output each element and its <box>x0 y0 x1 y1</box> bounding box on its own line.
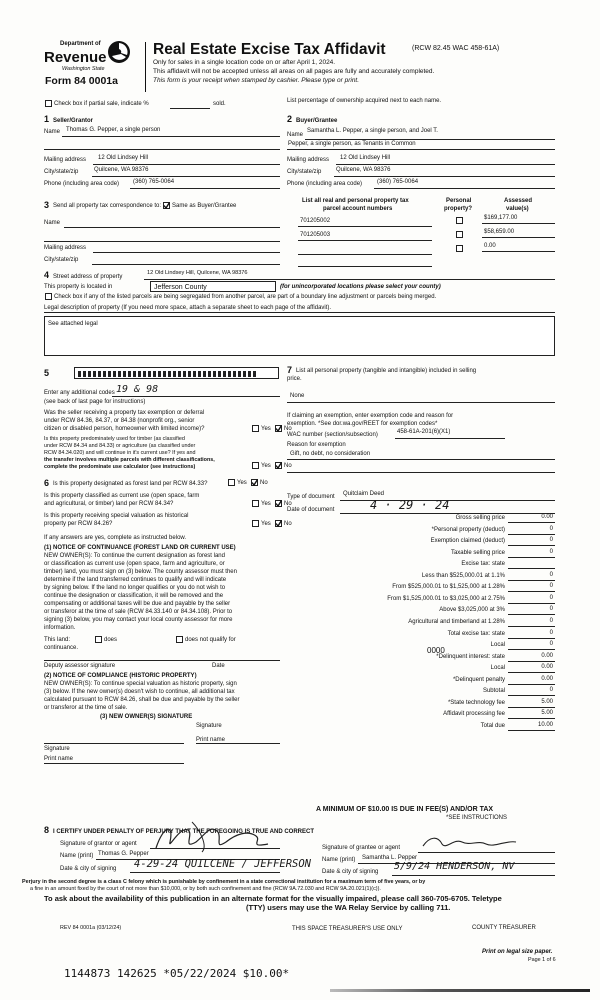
notice-1-line: compensating or additional taxes will be due and payable by the seller <box>44 601 231 607</box>
notice-continuance-heading: (1) NOTICE OF CONTINUANCE (FOREST LAND OR CURRENT USE) <box>44 545 236 551</box>
section-4-number: 4 <box>44 270 50 280</box>
county-select[interactable] <box>150 281 276 292</box>
wac-field[interactable]: 458-61A-201(6)(X1) <box>397 429 451 435</box>
sec7-text-2: price. <box>287 376 302 382</box>
calc-value-line <box>508 603 555 604</box>
calc-value-line <box>508 557 555 558</box>
state-label: Washington State <box>62 66 105 72</box>
notice-1-line: by signing below. If the land no longer qualifies or you do not wish to <box>44 585 226 591</box>
segregation-label: Check box if any of the listed parcels are being segregated from another parcel, are part of a boundary line adjustment or parcels being merged. <box>54 294 437 300</box>
q2-line-4: the transfer involves multiple parcels with different classifications, <box>44 457 215 463</box>
section-1-number: 1 <box>44 114 50 124</box>
calc-value[interactable]: 0 <box>549 687 553 694</box>
calc-label: Total due <box>480 722 505 729</box>
location-code-select[interactable] <box>74 367 279 379</box>
forest-no-checkbox[interactable] <box>251 479 258 486</box>
legal-description-label: Legal description of property (If you need more space, attach a separate sheet to each page of the affidavit). <box>44 305 332 311</box>
sec6-q1: Is this property designated as forest land per RCW 84.33? <box>53 481 208 487</box>
q2-yes-checkbox[interactable] <box>252 462 259 469</box>
seller-city-field[interactable]: Quilcene, WA 98376 <box>94 167 149 173</box>
calc-value[interactable]: 5.00 <box>541 698 553 705</box>
forest-no-label: No <box>260 480 268 486</box>
header-line-2: This affidavit will not be accepted unless all areas on all pages are fully and accurately completed. <box>153 68 435 75</box>
section-2-number: 2 <box>287 114 293 124</box>
calc-value-line <box>508 614 555 615</box>
exemption-text-1: If claiming an exemption, enter exemption code and reason for <box>287 413 454 419</box>
calc-value[interactable]: 0 <box>549 583 553 590</box>
historic-yes-label: Yes <box>261 521 271 527</box>
doc-type-field[interactable]: Quitclaim Deed <box>343 491 385 497</box>
current-use-no-label: No <box>284 501 292 507</box>
certify-statement: I CERTIFY UNDER PENALTY OF PERJURY THAT THE FOREGOING IS TRUE AND CORRECT <box>53 829 315 835</box>
redacted-code-scribble <box>78 371 258 377</box>
calc-value[interactable]: 0 <box>549 606 553 613</box>
sec3-address-label: Mailing address <box>44 245 87 251</box>
calc-value[interactable]: 0 <box>549 548 553 555</box>
q1-yes-checkbox[interactable] <box>252 425 259 432</box>
grantor-date-field[interactable]: 4-29-24 QUILCENE / JEFFERSON <box>134 858 312 870</box>
assessed-value-3[interactable]: 0.00 <box>484 243 496 249</box>
grantor-date-label: Date & city of signing <box>60 866 117 872</box>
check-icon <box>275 462 282 469</box>
partial-sale-label: Check box if partial sale, indicate % <box>54 101 149 107</box>
header-line-1: Only for sales in a single location code on or after April 1, 2024. <box>153 59 336 66</box>
county-treasurer-label: COUNTY TREASURER <box>472 925 536 931</box>
reason-label: Reason for exemption <box>287 442 346 448</box>
calc-value[interactable]: 0 <box>549 617 553 624</box>
accessibility-notice: To ask about the availability of this publication in an alternate format for the visually impaired, please call 360-705-6705. Teletype <box>44 894 502 903</box>
seller-name-field[interactable]: Thomas G. Pepper, a single person <box>66 127 161 133</box>
owner-print-label-2: Print name <box>196 737 226 743</box>
calc-value-line <box>508 568 555 569</box>
buyer-city-label: City/state/zip <box>287 169 322 175</box>
section-7-number: 7 <box>287 365 293 375</box>
notice-1-line: NEW OWNER(S): To continue the current designation as forest land <box>44 553 225 559</box>
parcel-number-2[interactable]: 701205003 <box>300 232 331 238</box>
calc-label: Affidavit processing fee <box>443 711 505 718</box>
forest-yes-checkbox[interactable] <box>228 479 235 486</box>
q1-yes-label: Yes <box>261 426 271 432</box>
sec6-q3-line-2: property per RCW 84.26? <box>44 521 113 527</box>
sec6-q2-line-1: Is this property classified as current use (open space, farm <box>44 493 200 499</box>
revision-label: REV 84 0001a (03/12/24) <box>60 925 122 931</box>
buyer-name-label: Name <box>287 132 304 138</box>
calc-value[interactable]: 0 <box>549 629 553 636</box>
parcel-header-3: Assessed <box>504 198 533 204</box>
forest-yes-label: Yes <box>237 480 247 486</box>
exemption-text-2: exemption. *See dor.wa.gov/REET for exemption codes* <box>287 421 438 427</box>
calc-label: *Delinquent interest: state <box>436 653 505 660</box>
personal-property-checkbox-1[interactable] <box>456 217 463 224</box>
does-not-qualify-checkbox[interactable] <box>176 636 183 643</box>
historic-no-label: No <box>284 521 292 527</box>
cashier-stamp: 1144873 142625 *05/22/2024 $10.00* <box>64 967 290 980</box>
notice-2-line: calculated pursuant to RCW 84.26, shall be due and payable by the seller <box>44 697 240 703</box>
calc-value-line <box>508 684 555 685</box>
q1-line-3: citizen or disabled person, homeowner with limited income)? <box>44 426 205 432</box>
notice-1-line: timber) land, you must sign on (3) below. The county assessor must then <box>44 569 237 575</box>
calc-label: *Delinquent penalty <box>452 676 505 683</box>
notice-compliance-heading: (2) NOTICE OF COMPLIANCE (HISTORIC PROPERTY) <box>44 673 197 679</box>
calc-label: Exemption claimed (deduct) <box>430 538 505 545</box>
perjury-notice: Perjury in the second degree is a class C felony which is punishable by confinement in a state correctional institution for a maximum term of five years, or by <box>22 879 426 885</box>
seller-name-label: Name <box>44 129 61 135</box>
calc-label: From $1,525,000.01 to $3,025,000 at 2.75% <box>387 595 505 602</box>
calc-value[interactable]: 10.00 <box>537 721 553 728</box>
q2-line-1: Is this property predominately used for timber (as classified <box>44 436 185 442</box>
calc-value-line <box>508 545 555 546</box>
minimum-due-note: A MINIMUM OF $10.00 IS DUE IN FEE(S) AND/OR TAX <box>316 806 494 813</box>
located-in-label: This property is located in <box>44 284 113 290</box>
does-qualify-checkbox[interactable] <box>95 636 102 643</box>
calc-value[interactable]: 0.00 <box>541 652 553 659</box>
calc-label: Less than $525,000.01 at 1.1% <box>421 572 505 579</box>
parcel-header-1: List all real and personal property tax <box>302 198 409 204</box>
segregation-checkbox[interactable] <box>45 293 52 300</box>
calc-label: Local <box>490 665 505 672</box>
calc-value-line <box>508 649 555 650</box>
notice-2-line: NEW OWNER(S): To continue special valuation as historic property, sign <box>44 681 237 687</box>
calc-label: Excise tax: state <box>461 561 505 568</box>
sec6-note: If any answers are yes, complete as instructed below. <box>44 535 187 541</box>
historic-yes-checkbox[interactable] <box>252 520 259 527</box>
does-not-qualify-label: does not qualify for <box>185 637 236 643</box>
dor-logo-icon <box>107 40 131 64</box>
section-8-number: 8 <box>44 825 50 835</box>
additional-codes-label: Enter any additional codes <box>44 390 115 396</box>
doc-date-label: Date of document <box>287 507 335 513</box>
calc-value[interactable]: 0 <box>549 594 553 601</box>
calc-label: Total excise tax: state <box>447 630 505 637</box>
parcel-number-1[interactable]: 701205002 <box>300 218 331 224</box>
buyer-address-field[interactable]: 12 Old Lindsey Hill <box>340 155 391 161</box>
current-use-no-checkbox[interactable] <box>275 500 282 507</box>
check-icon <box>275 500 282 507</box>
deputy-signature-label: Deputy assessor signature <box>44 663 116 669</box>
parcel-header-3b: value(s) <box>506 206 529 212</box>
seller-phone-field[interactable]: (360) 765-0064 <box>133 179 175 185</box>
q2-line-5: complete the predominate use calculator (see instructions) <box>44 464 196 470</box>
grantee-signature-icon[interactable] <box>420 834 520 852</box>
local-code-field[interactable]: 0000 <box>427 646 445 655</box>
street-address-label: Street address of property <box>53 274 123 280</box>
calc-value-line <box>508 522 555 523</box>
street-address-field[interactable]: 12 Old Lindsey Hill, Quilcene, WA 98376 <box>147 270 248 276</box>
personal-property-checkbox-3[interactable] <box>456 245 463 252</box>
q2-no-label: No <box>284 463 292 469</box>
notice-1-line: information. <box>44 625 76 631</box>
calc-value-line <box>508 534 555 535</box>
seller-address-field[interactable]: 12 Old Lindsey Hill <box>98 155 149 161</box>
owner-signature-label: Signature <box>44 746 70 752</box>
sec6-q3-line-1: Is this property receiving special valuation as historical <box>44 513 189 519</box>
calc-value[interactable]: 0.00 <box>541 675 553 682</box>
section-3-text: Send all property tax correspondence to: <box>53 203 162 209</box>
q1-no-label: No <box>284 426 292 432</box>
owner-signature-label-2: Signature <box>196 723 222 729</box>
check-icon <box>163 202 170 209</box>
calc-value[interactable]: 0.00 <box>541 514 553 520</box>
q1-line-2: under RCW 84.36, 84.37, or 84.38 (nonprofit org., senior <box>44 418 195 424</box>
legal-paper-note: Print on legal size paper. <box>482 949 553 955</box>
calc-value-line <box>508 661 555 662</box>
calc-value[interactable]: 5.00 <box>541 710 553 717</box>
doc-type-label: Type of document <box>287 494 335 500</box>
notice-1-line: or classification as current use (open space, farm and agriculture, or <box>44 561 225 567</box>
calc-value-line <box>508 591 555 592</box>
list-percentage-note: List percentage of ownership acquired next to each name. <box>287 98 442 104</box>
grantor-name-field[interactable]: Thomas G. Pepper <box>98 851 149 857</box>
county-note: (for unincorporated locations please select your county) <box>280 284 441 290</box>
buyer-city-field[interactable]: Quilcene, WA 98376 <box>336 167 391 173</box>
this-land-label: This land: <box>44 637 71 643</box>
partial-sale-checkbox[interactable] <box>45 100 52 107</box>
continuance-label: continuance. <box>44 645 79 651</box>
seller-phone-label: Phone (including area code) <box>44 181 120 187</box>
notice-1-line: determine if the land transferred continues to qualify and will indicate <box>44 577 227 583</box>
sec3-name-label: Name <box>44 220 61 226</box>
grantor-name-label: Name (print) <box>60 853 94 859</box>
grantee-date-field[interactable]: 5/9/24 HENDERSON, NV <box>394 861 515 872</box>
header-divider <box>145 42 146 92</box>
additional-codes-field[interactable]: 19 & 98 <box>116 384 159 395</box>
parcel-header-1b: parcel account numbers <box>323 206 393 212</box>
calc-value[interactable]: 0 <box>549 537 553 544</box>
calc-value-line <box>508 718 555 719</box>
calc-value[interactable]: 0 <box>549 525 553 532</box>
calc-label: Local <box>490 642 505 649</box>
q2-line-2: under RCW 84.34 and 84.33) or agriculture (as classified under <box>44 443 196 449</box>
header-line-3: This form is your receipt when stamped by cashier. Please type or print. <box>153 77 360 84</box>
calc-value-line <box>508 695 555 696</box>
calc-value[interactable]: 0 <box>549 641 553 648</box>
calc-label: Subtotal <box>482 688 505 695</box>
notice-2-line: or transferor at the time of sale. <box>44 705 128 711</box>
legal-description-text: See attached legal <box>48 321 98 327</box>
grantee-name-label: Name (print) <box>322 857 356 863</box>
notice-1-line: signing (3) below, you may contact your local county assessor for more <box>44 617 233 623</box>
current-use-yes-label: Yes <box>261 501 271 507</box>
check-icon <box>275 425 282 432</box>
form-number: Form 84 0001a <box>45 75 118 87</box>
calc-label: Taxable selling price <box>450 549 505 556</box>
calc-label: *State technology fee <box>447 699 505 706</box>
calc-value[interactable]: 0.00 <box>541 664 553 671</box>
calc-label: Gross selling price <box>455 515 505 521</box>
see-instructions-label: *SEE INSTRUCTIONS <box>446 815 508 821</box>
seller-city-label: City/state/zip <box>44 169 79 175</box>
q1-line-1: Was the seller receiving a property tax exemption or deferral <box>44 410 205 416</box>
calc-label: *Personal property (deduct) <box>431 526 505 533</box>
seller-heading: Seller/Grantor <box>53 118 94 124</box>
new-owner-signature-heading: (3) NEW OWNER(S) SIGNATURE <box>100 714 193 720</box>
page-title: Real Estate Excise Tax Affidavit <box>153 41 386 58</box>
calc-label: From $525,000.01 to $1,525,000 at 1.28% <box>392 584 505 591</box>
notice-1-line: continue the designation or classification, it will be removed and the <box>44 593 224 599</box>
section-3-number: 3 <box>44 200 50 210</box>
current-use-yes-checkbox[interactable] <box>252 500 259 507</box>
calc-label: Above $3,025,000 at 3% <box>439 607 505 614</box>
doc-date-field[interactable]: 4 · 29 · 24 <box>370 498 450 512</box>
see-instructions-note: (see back of last page for instructions) <box>44 399 146 405</box>
assessed-value-1[interactable]: $169,177.00 <box>484 215 518 221</box>
county-value: Jefferson County <box>154 284 207 291</box>
calc-value-line <box>508 580 555 581</box>
buyer-heading: Buyer/Grantee <box>296 118 338 124</box>
treasurer-space-label: THIS SPACE TREASURER'S USE ONLY <box>292 926 403 932</box>
buyer-name-field-2[interactable]: Pepper, a single person, as Tenants in Common <box>288 141 416 147</box>
q2-line-3: RCW 84.34.020) and will continue in it's current use? If yes and <box>44 450 196 456</box>
grantor-signature-label: Signature of grantor or agent <box>60 841 137 847</box>
historic-no-checkbox[interactable] <box>275 520 282 527</box>
section-5-number: 5 <box>44 368 50 378</box>
revenue-logo-text: Revenue <box>44 49 107 66</box>
perjury-notice-2: a fine in an amount fixed by the court of not more than $10,000, or by both such confinement and fine (RCW 9A.72.030 and RCW 9A.20.021(1)(c)). <box>30 886 381 892</box>
buyer-name-field[interactable]: Samantha L. Pepper, a single person, and Joel T. <box>307 128 438 134</box>
accessibility-notice-2: (TTY) users may use the WA Relay Service by calling 711. <box>246 903 451 912</box>
page-number: Page 1 of 6 <box>528 957 556 963</box>
sec7-text: List all personal property (tangible and intangible) included in selling <box>296 368 477 374</box>
q1-no-checkbox[interactable] <box>275 425 282 432</box>
owner-print-label: Print name <box>44 756 74 762</box>
check-icon <box>275 520 282 527</box>
check-icon <box>251 479 258 486</box>
grantee-date-label: Date & city of signing <box>322 869 379 875</box>
calc-value-line <box>508 672 555 673</box>
dept-label: Department of <box>60 41 101 47</box>
q2-yes-label: Yes <box>261 463 271 469</box>
does-label: does <box>104 637 118 643</box>
calc-value-line <box>508 730 555 731</box>
personal-property-checkbox-2[interactable] <box>456 231 463 238</box>
same-as-buyer-checkbox[interactable] <box>163 202 170 209</box>
parcel-header-2b: property? <box>444 206 473 212</box>
notice-2-line: (3) below. If the new owner(s) doesn't wish to continue, all additional tax <box>44 689 235 695</box>
buyer-phone-field[interactable]: (360) 765-0064 <box>377 179 419 185</box>
calc-value[interactable]: 0 <box>549 571 553 578</box>
seller-address-label: Mailing address <box>44 157 87 163</box>
personal-property-field[interactable]: None <box>290 393 305 399</box>
rcw-reference: (RCW 82.45 WAC 458-61A) <box>412 45 500 52</box>
parcel-header-2: Personal <box>446 198 472 204</box>
buyer-address-label: Mailing address <box>287 157 330 163</box>
sec6-q2-line-2: and agricultural, or timber) land per RCW 84.34? <box>44 501 174 507</box>
buyer-phone-label: Phone (including area code) <box>287 181 363 187</box>
calc-value-line <box>508 707 555 708</box>
sec3-city-label: City/state/zip <box>44 257 79 263</box>
sold-label: sold. <box>213 101 226 107</box>
same-as-buyer-label: Same as Buyer/Grantee <box>172 203 237 209</box>
reason-field[interactable]: Gift, no debt, no consideration <box>290 451 371 457</box>
wac-label: WAC number (section/subsection) <box>287 432 378 438</box>
calc-value-line <box>508 626 555 627</box>
notice-1-line: or transferor at the time of sale (RCW 84.33.140 or 84.34.108). Prior to <box>44 609 233 615</box>
scan-edge <box>330 989 590 992</box>
grantee-signature-label: Signature of grantee or agent <box>322 845 401 851</box>
grantee-name-field[interactable]: Samantha L. Pepper <box>362 855 418 861</box>
section-6-number: 6 <box>44 478 50 488</box>
q2-no-checkbox[interactable] <box>275 462 282 469</box>
deputy-date-label: Date <box>212 663 225 669</box>
calc-label: Agricultural and timberland at 1.28% <box>408 618 505 625</box>
legal-description-box[interactable] <box>44 316 555 356</box>
calc-value-line <box>508 638 555 639</box>
assessed-value-2[interactable]: $58,659.00 <box>484 229 515 235</box>
